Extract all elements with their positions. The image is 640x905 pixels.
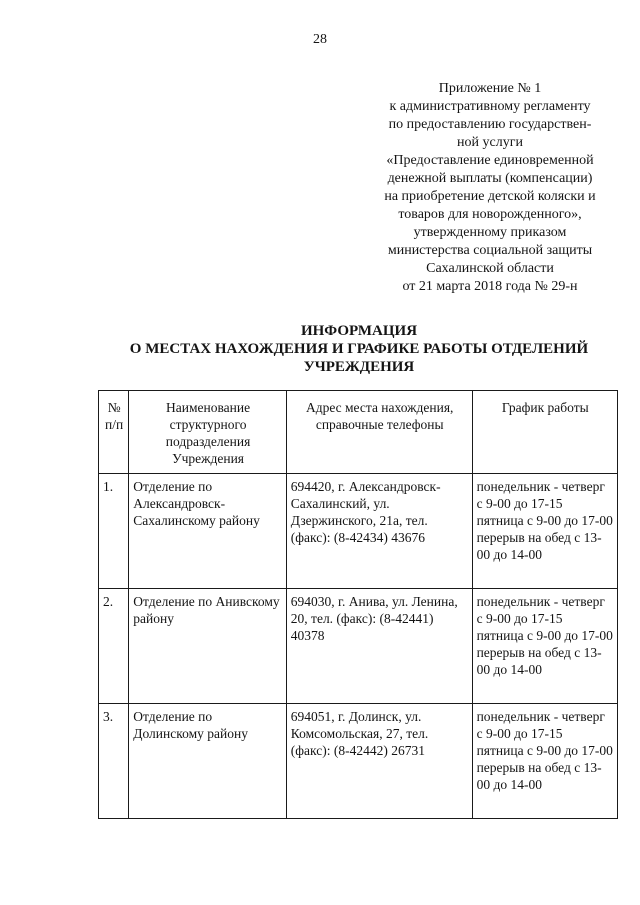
appendix-line: от 21 марта 2018 года № 29-н	[402, 279, 578, 294]
row-name: Отделение по Александровск-Сахалинскому району	[129, 474, 287, 589]
appendix-line: к административному регламенту	[389, 99, 591, 114]
title-line-2: О МЕСТАХ НАХОЖДЕНИЯ И ГРАФИКЕ РАБОТЫ ОТДЕЛЕНИЙ	[129, 341, 589, 357]
table-row	[99, 704, 618, 819]
row-name: Отделение по Долинскому району	[129, 704, 287, 819]
row-address: 694030, г. Анива, ул. Ленина, 20, тел. (факс): (8-42441) 40378	[286, 589, 472, 704]
schedule-friday: пятница с 9-00 до 17-00	[476, 628, 613, 643]
title-line-3: УЧРЕЖДЕНИЯ	[303, 359, 415, 375]
appendix-header	[370, 80, 610, 296]
appendix-line: Сахалинской области	[426, 261, 554, 276]
row-num: 3.	[99, 704, 129, 819]
header-address: Адрес места нахождения, справочные телефоны	[286, 391, 472, 474]
table-row	[99, 474, 618, 589]
appendix-line: Приложение № 1	[438, 81, 542, 96]
table-row	[99, 589, 618, 704]
schedule-lunch: перерыв на обед с 13-00 до 14-00	[476, 530, 602, 562]
schedule-weekdays: понедельник - четверг с 9-00 до 17-15	[476, 594, 605, 626]
appendix-line: денежной выплаты (компенсации)	[387, 171, 593, 186]
row-address: 694420, г. Александровск-Сахалинский, ул. Дзержинского, 21а, тел. (факс): (8-42434) 43676	[286, 474, 472, 589]
appendix-line: утвержденному приказом	[413, 225, 567, 240]
appendix-line: министерства социальной защиты	[387, 243, 593, 258]
row-name: Отделение по Анивскому району	[129, 589, 287, 704]
schedule-lunch: перерыв на обед с 13-00 до 14-00	[476, 645, 602, 677]
row-schedule	[472, 474, 617, 589]
schedule-friday: пятница с 9-00 до 17-00	[476, 513, 613, 528]
row-num: 2.	[99, 589, 129, 704]
appendix-line: товаров для новорожденного»,	[398, 207, 582, 222]
schedule-weekdays: понедельник - четверг с 9-00 до 17-15	[476, 709, 605, 741]
title-line-1: ИНФОРМАЦИЯ	[300, 323, 418, 339]
row-num: 1.	[99, 474, 129, 589]
row-schedule	[472, 589, 617, 704]
schedule-weekdays: понедельник - четверг с 9-00 до 17-15	[476, 479, 605, 511]
appendix-line: «Предоставление единовременной	[386, 153, 594, 168]
row-schedule	[472, 704, 617, 819]
row-address: 694051, г. Долинск, ул. Комсомольская, 27, тел. (факс): (8-42442) 26731	[286, 704, 472, 819]
schedule-friday: пятница с 9-00 до 17-00	[476, 743, 613, 758]
document-title	[60, 322, 640, 376]
table-header-row	[99, 391, 618, 474]
header-num: № п/п	[99, 391, 129, 474]
page-number: 28	[313, 32, 327, 47]
schedule-lunch: перерыв на обед с 13-00 до 14-00	[476, 760, 602, 792]
offices-table	[98, 390, 618, 819]
header-schedule: График работы	[472, 391, 617, 474]
appendix-line: по предоставлению государствен-	[388, 117, 592, 132]
appendix-line: ной услуги	[457, 135, 523, 150]
header-name: Наименование структурного подразделения Учреждения	[129, 391, 287, 474]
appendix-line: на приобретение детской коляски и	[384, 189, 596, 204]
